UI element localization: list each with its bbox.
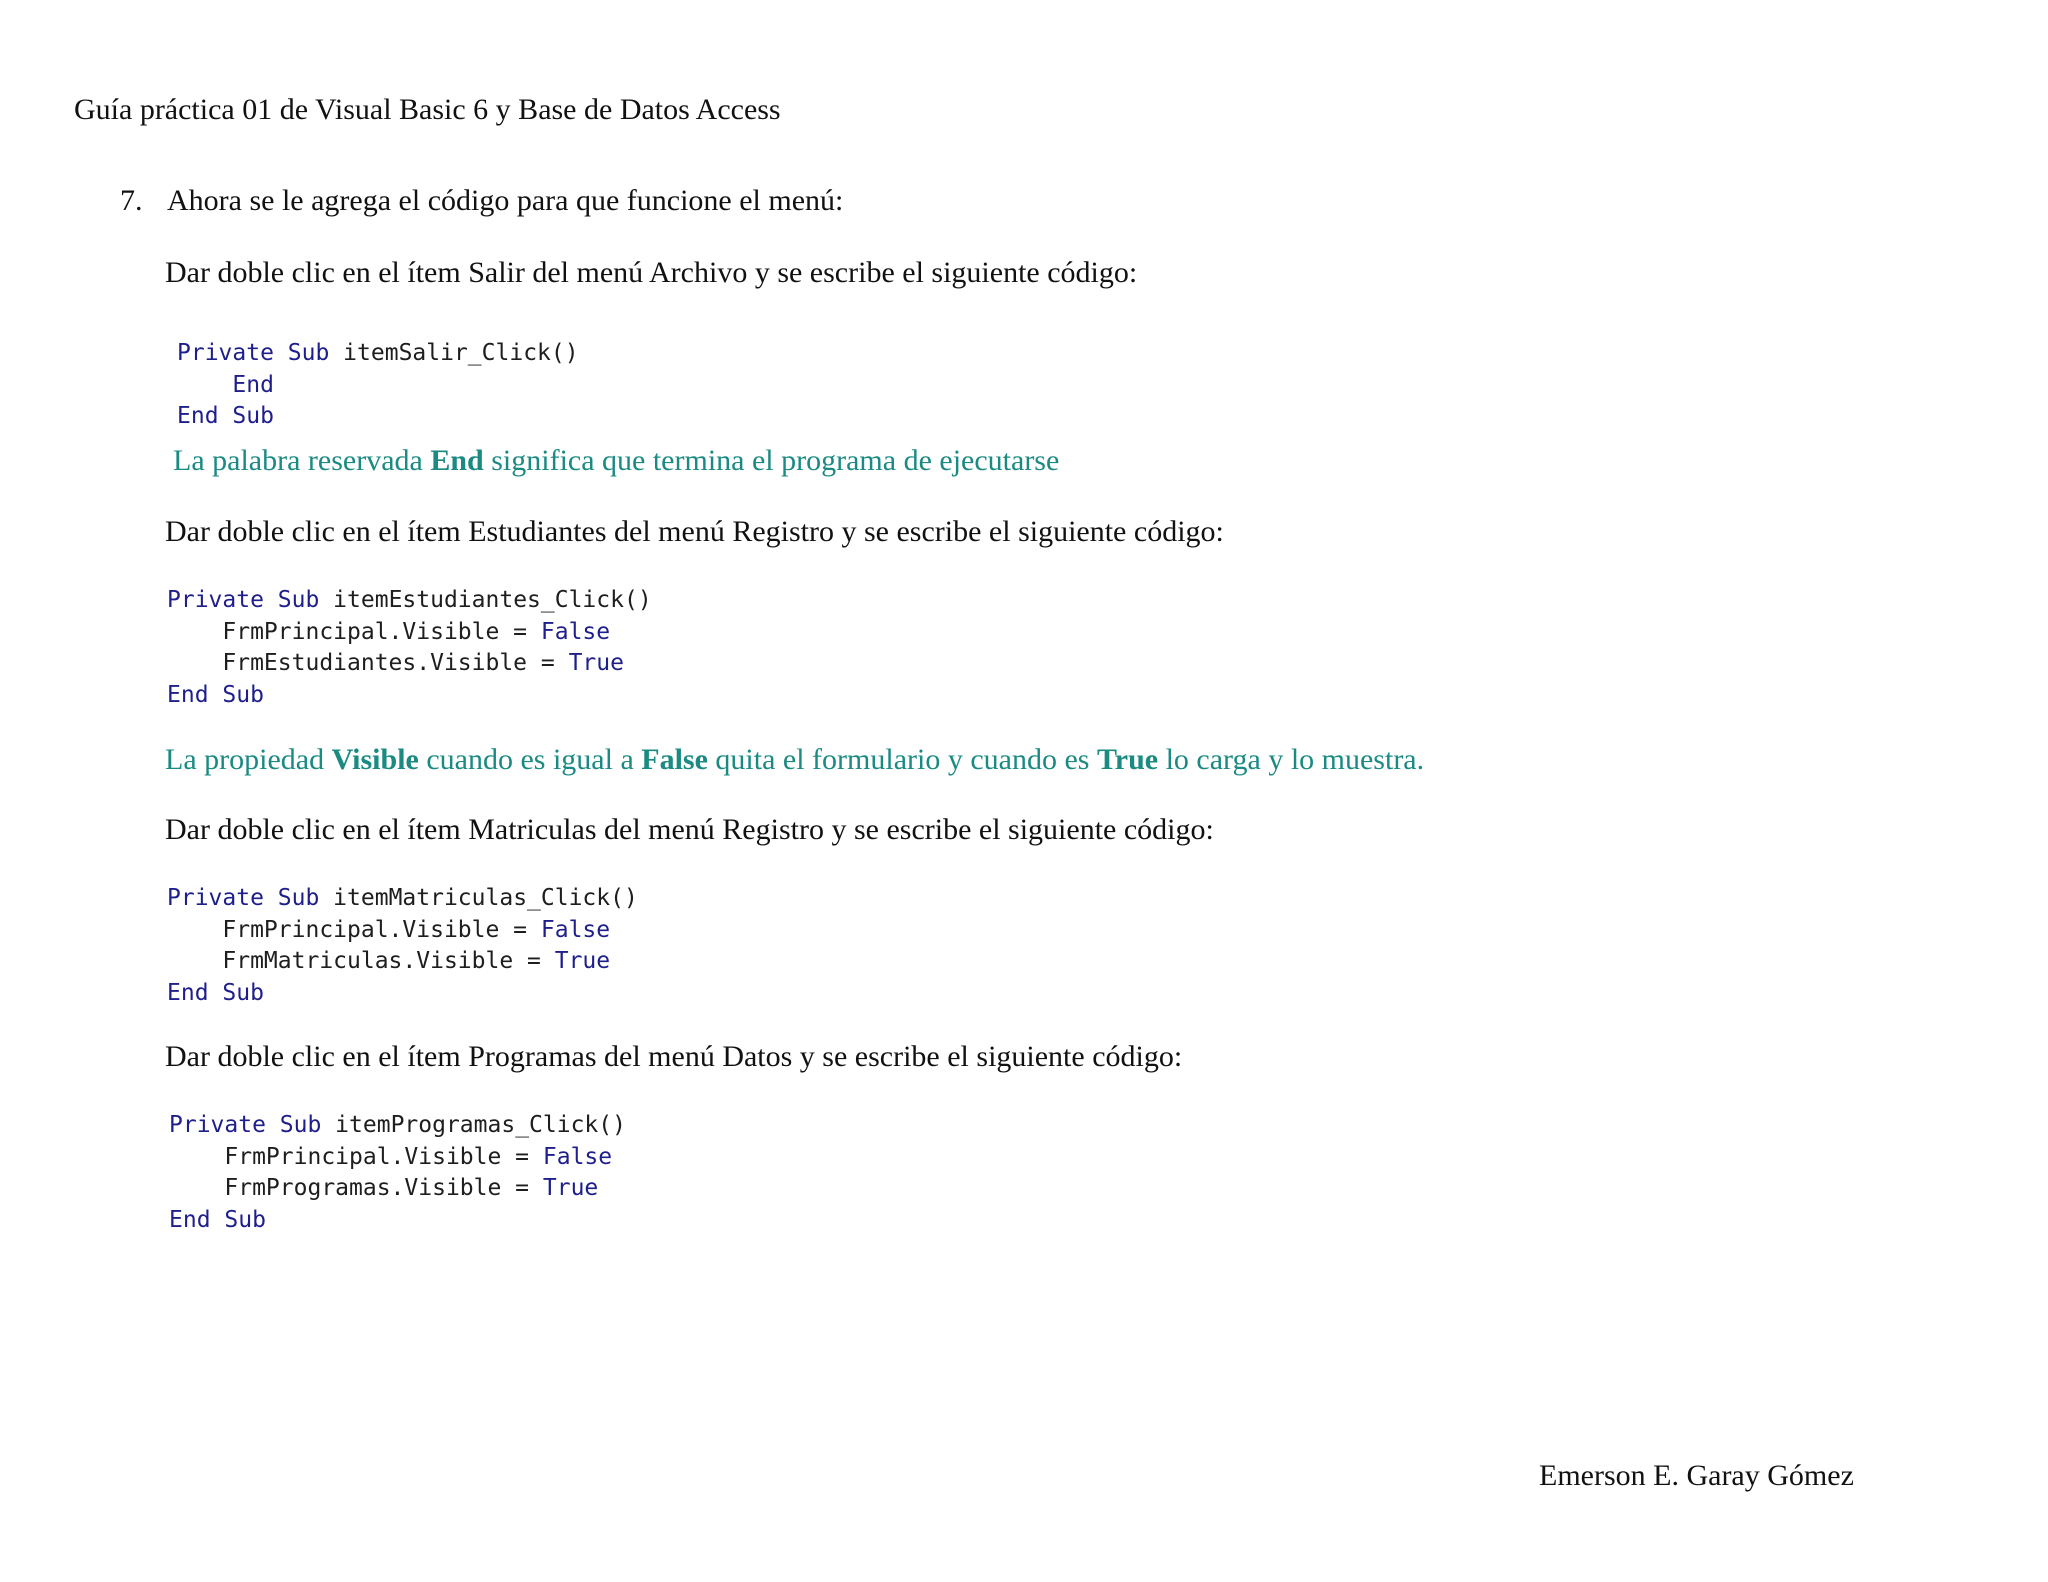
note-emphasis: Visible bbox=[331, 743, 419, 776]
code-text: FrmPrincipal.Visible = bbox=[167, 916, 541, 943]
code-keyword: Private Sub bbox=[167, 885, 320, 911]
instruction-matriculas: Dar doble clic en el ítem Matriculas del menú Registro y se escribe el siguiente código: bbox=[165, 813, 1214, 846]
note-text: La palabra reservada bbox=[173, 444, 431, 477]
code-line bbox=[167, 648, 652, 680]
note-emphasis: End bbox=[430, 444, 484, 477]
note-text: La propiedad bbox=[165, 743, 332, 776]
note-emphasis: True bbox=[1096, 743, 1159, 776]
code-keyword: End Sub bbox=[169, 1206, 266, 1233]
code-keyword: End bbox=[232, 371, 274, 398]
code-block-programas bbox=[169, 1110, 626, 1236]
note-text: lo carga y lo muestra. bbox=[1158, 743, 1425, 776]
note-text: cuando es igual a bbox=[418, 743, 642, 776]
instruction-estudiantes: Dar doble clic en el ítem Estudiantes del menú Registro y se escribe el siguiente código: bbox=[165, 515, 1224, 548]
code-text: FrmPrincipal.Visible = bbox=[169, 1143, 543, 1170]
code-line bbox=[167, 585, 652, 617]
page-header-title: Guía práctica 01 de Visual Basic 6 y Base de Datos Access bbox=[74, 93, 781, 126]
code-block-estudiantes bbox=[167, 585, 652, 711]
note-emphasis: False bbox=[641, 743, 708, 776]
code-keyword: False bbox=[542, 1143, 613, 1170]
note-end-keyword bbox=[173, 439, 1059, 483]
instruction-programas: Dar doble clic en el ítem Programas del menú Datos y se escribe el siguiente código: bbox=[165, 1040, 1183, 1073]
note-text: quita el formulario y cuando es bbox=[707, 743, 1097, 776]
code-keyword: Private Sub bbox=[177, 340, 330, 366]
step-number: 7. bbox=[120, 184, 143, 217]
step-text: Ahora se le agrega el código para que funcione el menú: bbox=[167, 184, 844, 217]
code-text bbox=[177, 372, 232, 398]
code-keyword: Private Sub bbox=[169, 1112, 322, 1138]
code-line bbox=[167, 946, 638, 978]
code-keyword: End Sub bbox=[167, 681, 264, 708]
code-text: FrmMatriculas.Visible = bbox=[167, 948, 555, 974]
code-keyword: False bbox=[540, 916, 611, 943]
code-keyword: True bbox=[568, 650, 624, 676]
code-line bbox=[177, 338, 579, 370]
code-keyword: False bbox=[540, 618, 611, 645]
code-text: itemMatriculas_Click() bbox=[319, 885, 638, 911]
code-line bbox=[169, 1205, 626, 1237]
code-line bbox=[167, 915, 638, 947]
code-keyword: End Sub bbox=[167, 979, 264, 1006]
code-text: itemSalir_Click() bbox=[329, 340, 579, 366]
code-text: itemProgramas_Click() bbox=[321, 1112, 626, 1138]
code-line bbox=[169, 1173, 626, 1205]
code-text: FrmPrincipal.Visible = bbox=[167, 618, 541, 645]
code-block-matriculas bbox=[167, 883, 638, 1009]
code-text: FrmProgramas.Visible = bbox=[169, 1175, 543, 1201]
code-block-salir bbox=[177, 338, 579, 433]
code-keyword: True bbox=[542, 1175, 599, 1201]
code-keyword: End Sub bbox=[177, 403, 274, 429]
code-line bbox=[169, 1142, 626, 1174]
code-line bbox=[167, 680, 652, 712]
code-line bbox=[169, 1110, 626, 1142]
author-footer: Emerson E. Garay Gómez bbox=[1539, 1459, 1854, 1492]
code-line bbox=[167, 883, 638, 915]
code-line bbox=[177, 370, 579, 402]
code-keyword: Private Sub bbox=[167, 587, 320, 613]
instruction-salir: Dar doble clic en el ítem Salir del menú Archivo y se escribe el siguiente código: bbox=[165, 256, 1138, 289]
code-text: itemEstudiantes_Click() bbox=[319, 587, 652, 613]
note-text: significa que termina el programa de ejecutarse bbox=[483, 444, 1060, 477]
note-visible-property bbox=[165, 738, 1424, 782]
code-line bbox=[177, 401, 579, 433]
code-line bbox=[167, 617, 652, 649]
code-keyword: True bbox=[554, 948, 611, 974]
code-text: FrmEstudiantes.Visible = bbox=[167, 650, 569, 676]
code-line bbox=[167, 978, 638, 1010]
